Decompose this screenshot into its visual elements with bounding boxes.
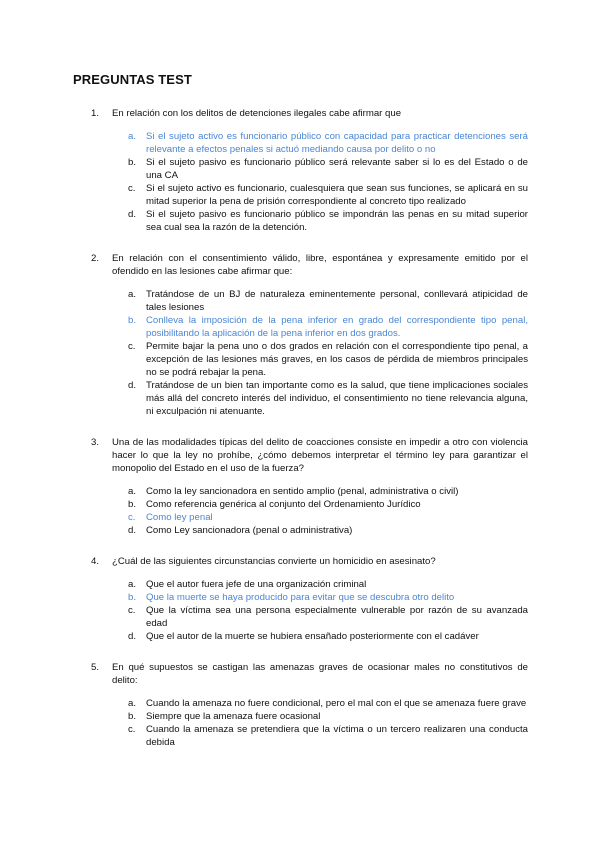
answer-option-correct [128,130,528,156]
question-number: 2. [91,253,100,264]
option-text: Si el sujeto activo es funcionario público con capacidad para practicar detenciones será relevante a efectos penales si actuó mediando causa por delito o no [146,131,528,155]
answer-option [128,340,528,379]
option-text: Si el sujeto pasivo es funcionario público será relevante saber si lo es del Estado o de una CA [146,157,528,181]
question-block [73,555,528,643]
option-letter: c. [128,605,136,616]
answer-options [73,578,528,643]
question-number: 3. [91,437,100,448]
option-text: Conlleva la imposición de la pena inferior en grado del correspondiente tipo penal, posibilitando la aplicación de la pena inferior en dos grados. [146,315,528,339]
option-letter: d. [128,525,137,536]
option-text: Cuando la amenaza se pretendiera que la víctima o un tercero realizaren una conducta debida [146,724,528,748]
option-text: Como referencia genérica al conjunto del Ordenamiento Jurídico [146,499,421,510]
question-number: 1. [91,108,100,119]
option-text: Si el sujeto pasivo es funcionario público se impondrán las penas en su mitad superior sea cual sea la razón de la detención. [146,209,528,233]
question [73,107,528,120]
option-text: Como ley penal [146,512,213,523]
question-list [73,107,528,749]
option-letter: b. [128,711,137,722]
option-letter: d. [128,209,137,220]
answer-option-correct [128,511,528,524]
option-letter: c. [128,724,136,735]
question-block [73,436,528,537]
option-letter: b. [128,157,137,168]
answer-option [128,710,528,723]
option-letter: b. [128,315,137,326]
question [73,555,528,568]
option-letter: a. [128,289,137,300]
question-block [73,661,528,749]
answer-option [128,182,528,208]
option-text: Tratándose de un BJ de naturaleza eminentemente personal, conllevará atipicidad de tales lesiones [146,289,528,313]
option-letter: d. [128,631,137,642]
answer-options [73,697,528,749]
option-letter: d. [128,380,137,391]
option-text: Siempre que la amenaza fuere ocasional [146,711,321,722]
answer-option [128,604,528,630]
question-text: En qué supuestos se castigan las amenazas graves de ocasionar males no constitutivos de delito: [112,662,528,686]
option-text: Que la víctima sea una persona especialmente vulnerable por razón de su avanzada edad [146,605,528,629]
option-text: Como Ley sancionadora (penal o administrativa) [146,525,353,536]
question-number: 5. [91,662,100,673]
option-text: Que la muerte se haya producido para evitar que se descubra otro delito [146,592,455,603]
answer-option [128,578,528,591]
question-number: 4. [91,556,100,567]
option-letter: a. [128,131,137,142]
option-letter: b. [128,592,137,603]
question [73,436,528,475]
question-text: En relación con los delitos de detenciones ilegales cabe afirmar que [112,108,402,119]
answer-option [128,379,528,418]
answer-option [128,723,528,749]
option-letter: b. [128,499,137,510]
answer-option [128,485,528,498]
answer-option [128,697,528,710]
answer-option [128,288,528,314]
option-letter: a. [128,698,137,709]
option-letter: a. [128,486,137,497]
answer-options [73,130,528,234]
option-letter: c. [128,183,136,194]
option-letter: c. [128,341,136,352]
question-text: ¿Cuál de las siguientes circunstancias convierte un homicidio en asesinato? [112,556,436,567]
option-text: Tratándose de un bien tan importante como es la salud, que tiene implicaciones sociales más allá del concreto interés del individuo, el consentimiento no tiene relevancia alguna, ni exculpación ni atenuante. [146,380,528,417]
question-block [73,107,528,234]
answer-option [128,524,528,537]
page-title: PREGUNTAS TEST [73,72,192,87]
option-text: Que el autor fuera jefe de una organización criminal [146,579,367,590]
option-text: Que el autor de la muerte se hubiera ensañado posteriormente con el cadáver [146,631,479,642]
question-text: Una de las modalidades típicas del delito de coacciones consiste en impedir a otro con violencia hacer lo que la ley no prohíbe, ¿cómo debemos interpretar el término ley para garantizar el monopolio del Estado en el uso de la fuerza? [112,437,528,474]
answer-option-correct [128,591,528,604]
question-block [73,252,528,418]
option-text: Como la ley sancionadora en sentido amplio (penal, administrativa o civil) [146,486,459,497]
option-letter: c. [128,512,136,523]
answer-options [73,288,528,418]
question [73,661,528,687]
answer-option [128,498,528,511]
answer-option [128,156,528,182]
question [73,252,528,278]
answer-option-correct [128,314,528,340]
option-letter: a. [128,579,137,590]
answer-option [128,630,528,643]
option-text: Si el sujeto activo es funcionario, cualesquiera que sean sus funciones, se aplicará en su mitad superior la pena de prisión correspondiente al concreto tipo realizado [146,183,528,207]
question-text: En relación con el consentimiento válido, libre, espontánea y expresamente emitido por el ofendido en las lesiones cabe afirmar que: [112,253,528,277]
answer-options [73,485,528,537]
option-text: Cuando la amenaza no fuere condicional, pero el mal con el que se amenaza fuere grave [146,698,527,709]
answer-option [128,208,528,234]
option-text: Permite bajar la pena uno o dos grados en relación con el correspondiente tipo penal, a excepción de las lesiones más graves, en los casos de pérdida de miembros principales no se podrá rebajar la pena. [146,341,528,378]
